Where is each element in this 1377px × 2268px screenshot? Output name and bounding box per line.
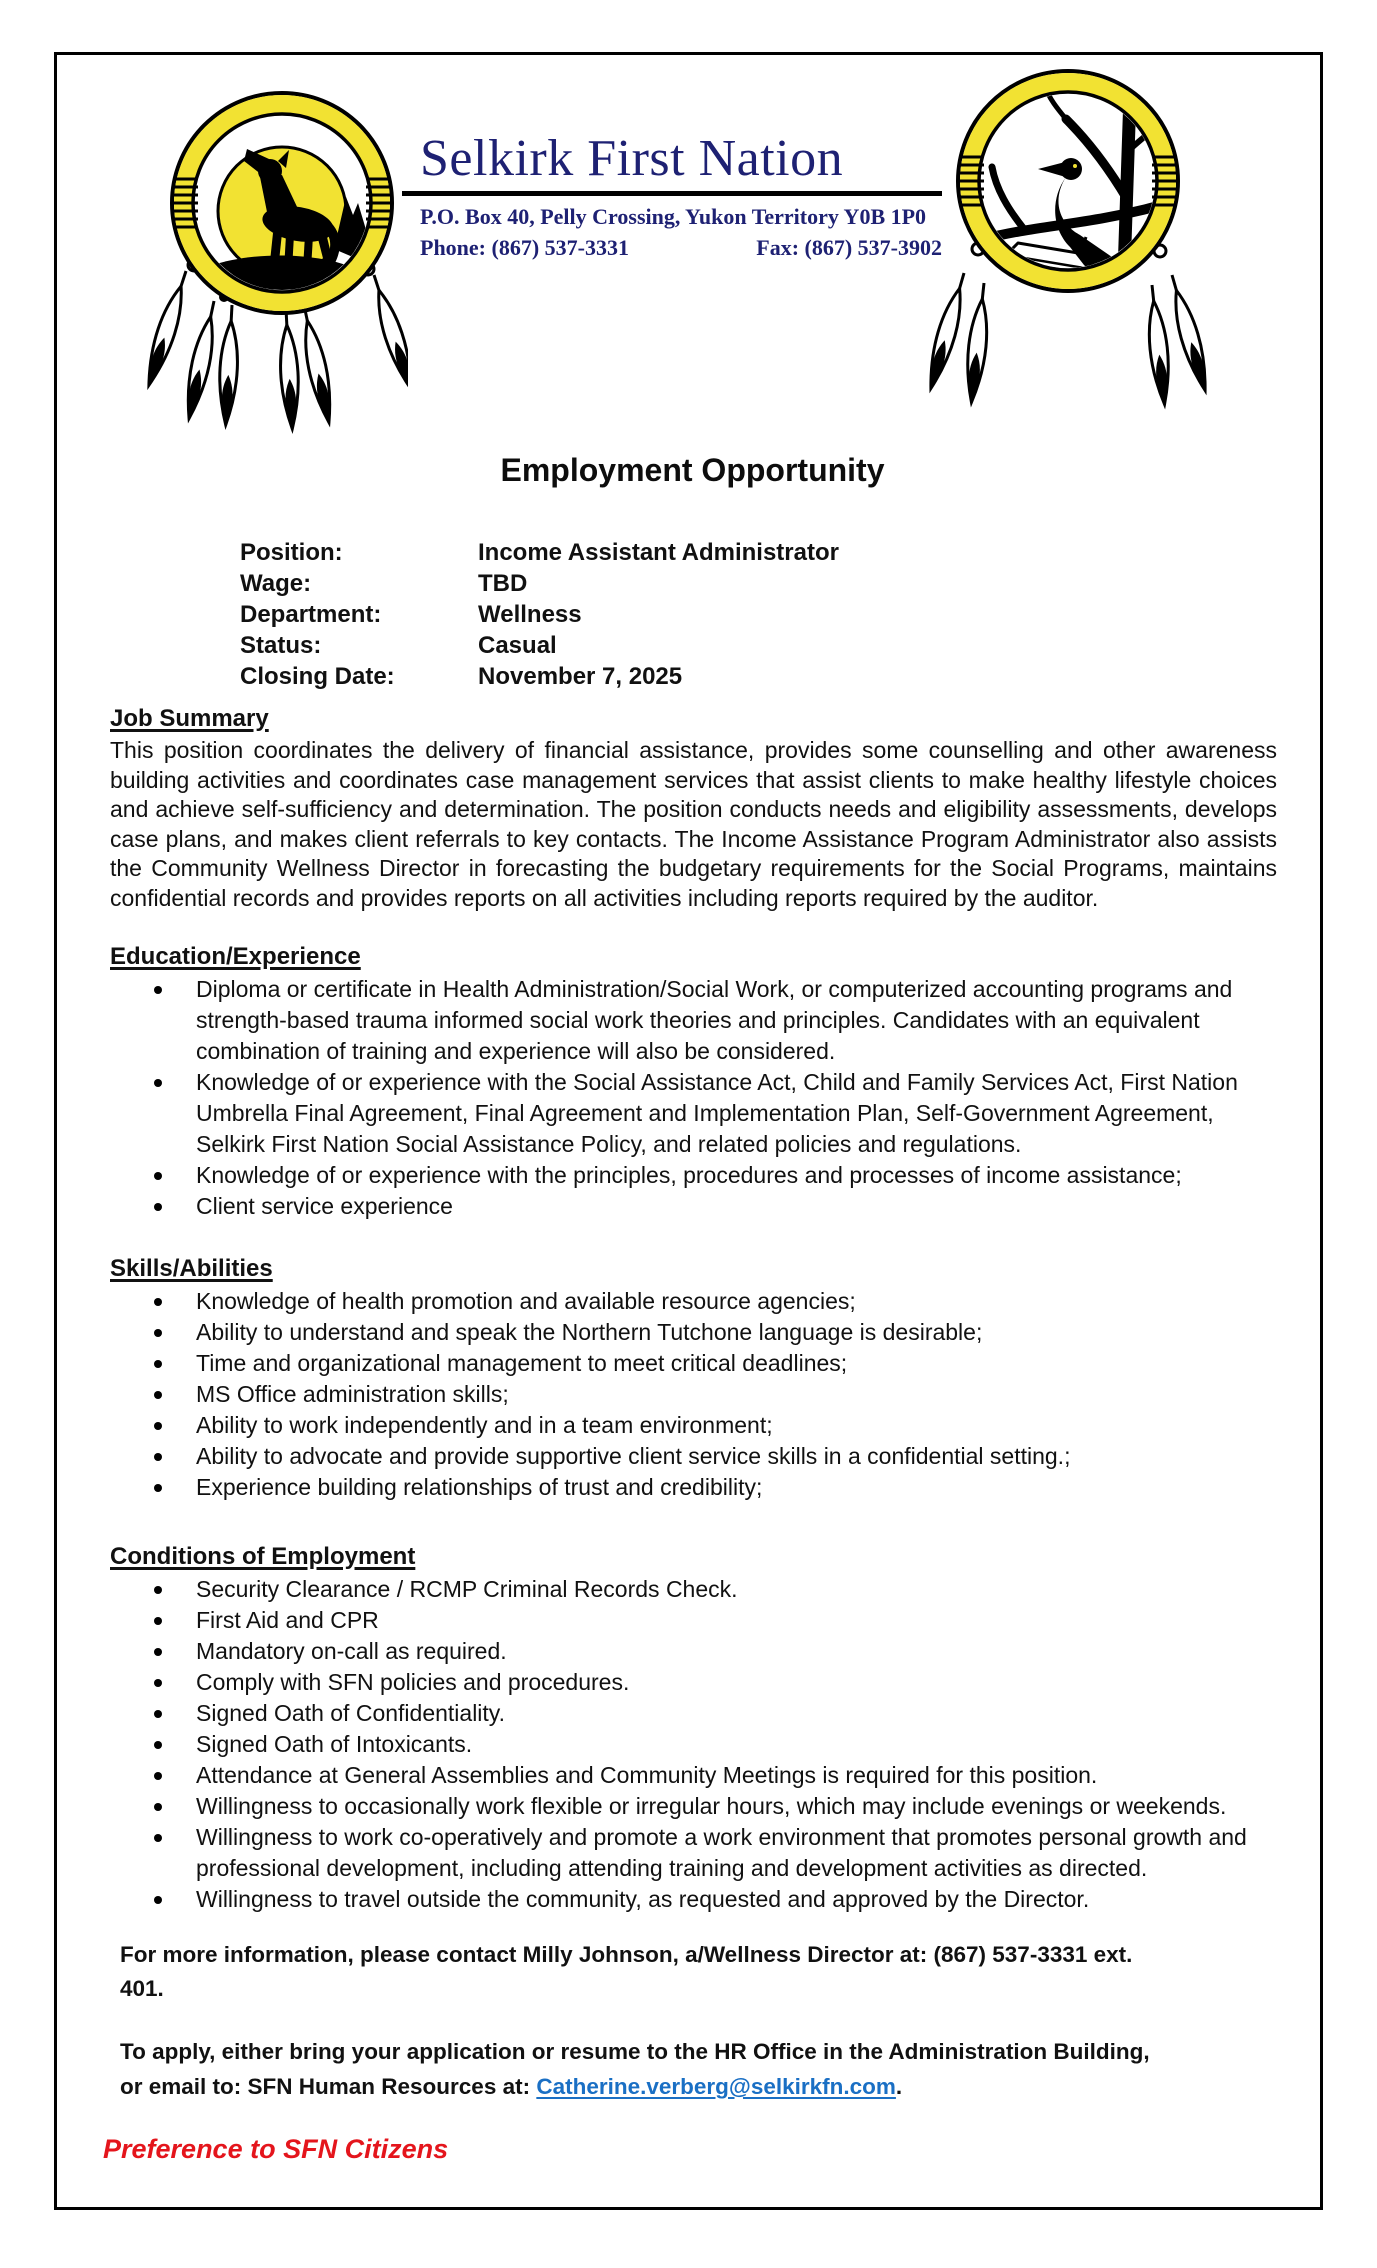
- bullet-item: First Aid and CPR: [110, 1605, 1277, 1636]
- org-fax: Fax: (867) 537-3902: [756, 235, 942, 260]
- org-address: P.O. Box 40, Pelly Crossing, Yukon Territory Y0B 1P0: [420, 204, 927, 229]
- detail-value: Casual: [478, 632, 557, 659]
- detail-value: TBD: [478, 570, 528, 597]
- detail-row: [240, 599, 839, 630]
- section-conditions-of-employment: [110, 1542, 1277, 1915]
- section-heading: Skills/Abilities: [110, 1255, 273, 1282]
- section-education-experience: [110, 942, 1277, 1222]
- bullet-item: Willingness to occasionally work flexible or irregular hours, which may include evenings or weekends.: [110, 1791, 1277, 1822]
- bullet-list: [110, 974, 1277, 1222]
- bullet-item: MS Office administration skills;: [110, 1379, 1277, 1410]
- org-phone: Phone: (867) 537-3331: [420, 235, 629, 260]
- section-heading: Job Summary: [110, 705, 269, 732]
- bullet-item: Knowledge of or experience with the Social Assistance Act, Child and Family Services Act, First Nation Umbrella Final Agreement, Final Agreement and Implementation Plan, Self-Government Agreement, Selkirk First Nation Social Assistance Policy, and related policies and regulations.: [110, 1067, 1277, 1160]
- contact-info: For more information, please contact Milly Johnson, a/Wellness Director at: (867) 537-3331 ext. 401.: [120, 1942, 1133, 2001]
- detail-label: Department:: [240, 601, 382, 628]
- section-paragraph: This position coordinates the delivery of financial assistance, provides some counselling and other awareness building activities and coordinates case management services that assist clients to make healthy lifestyle choices and achieve self-sufficiency and determination. The position conducts needs and eligibility assessments, develops case plans, and makes client referrals to key contacts. The Income Assistance Program Administrator also assists the Community Wellness Director in forecasting the budgetary requirements for the Social Programs, maintains confidential records and provides reports on all activities including reports required by the auditor.: [110, 737, 1277, 911]
- detail-row: [240, 568, 839, 599]
- section-skills-abilities: [110, 1254, 1277, 1503]
- apply-instructions: [120, 2034, 1165, 2104]
- section-heading: Conditions of Employment: [110, 1543, 416, 1570]
- detail-label: Status:: [240, 632, 322, 659]
- detail-value: November 7, 2025: [478, 663, 683, 690]
- bullet-item: Diploma or certificate in Health Administration/Social Work, or computerized accounting programs and strength-based trauma informed social work theories and principles. Candidates with an equivalent combination of training and experience will also be considered.: [110, 974, 1277, 1067]
- bullet-item: Signed Oath of Intoxicants.: [110, 1729, 1277, 1760]
- bullet-item: Experience building relationships of trust and credibility;: [110, 1472, 1277, 1503]
- bullet-item: Time and organizational management to meet critical deadlines;: [110, 1348, 1277, 1379]
- bullet-item: Ability to advocate and provide supportive client service skills in a confidential setting.;: [110, 1441, 1277, 1472]
- bullet-item: Security Clearance / RCMP Criminal Records Check.: [110, 1574, 1277, 1605]
- section-job-summary: [110, 704, 1277, 913]
- bullet-item: Knowledge of health promotion and available resource agencies;: [110, 1286, 1277, 1317]
- bullet-item: Comply with SFN policies and procedures.: [110, 1667, 1277, 1698]
- detail-row: [240, 630, 839, 661]
- position-details: [240, 537, 839, 692]
- bullet-item: Willingness to travel outside the community, as requested and approved by the Director.: [110, 1884, 1277, 1915]
- bullet-item: Mandatory on-call as required.: [110, 1636, 1277, 1667]
- detail-label: Closing Date:: [240, 663, 395, 690]
- detail-value: Income Assistant Administrator: [478, 539, 839, 566]
- masthead-rule: [402, 191, 942, 196]
- bullet-item: Attendance at General Assemblies and Community Meetings is required for this position.: [110, 1760, 1277, 1791]
- bullet-item: Ability to work independently and in a team environment;: [110, 1410, 1277, 1441]
- email-link[interactable]: Catherine.verberg@selkirkfn.com: [536, 2074, 896, 2099]
- org-name: Selkirk First Nation: [420, 130, 844, 187]
- preference-note: Preference to SFN Citizens: [103, 2134, 449, 2164]
- section-heading: Education/Experience: [110, 943, 361, 970]
- document-title: Employment Opportunity: [500, 452, 885, 488]
- apply-text-before: To apply, either bring your application or resume to the HR Office in the Administration Building, or email to: SFN Human Resources at:: [120, 2039, 1150, 2099]
- bullet-item: Knowledge of or experience with the principles, procedures and processes of income assistance;: [110, 1160, 1277, 1191]
- detail-value: Wellness: [478, 601, 582, 628]
- wolf-dreamcatcher-logo-icon: [98, 58, 408, 488]
- bullet-list: [110, 1574, 1277, 1915]
- bullet-item: Signed Oath of Confidentiality.: [110, 1698, 1277, 1729]
- detail-label: Position:: [240, 539, 343, 566]
- detail-row: [240, 537, 839, 568]
- raven-cabin-logo-icon: [928, 54, 1228, 484]
- bullet-item: Client service experience: [110, 1191, 1277, 1222]
- bullet-list: [110, 1286, 1277, 1503]
- org-phones: [402, 235, 942, 261]
- bullet-item: Ability to understand and speak the Northern Tutchone language is desirable;: [110, 1317, 1277, 1348]
- detail-row: [240, 661, 839, 692]
- bullet-item: Willingness to work co-operatively and promote a work environment that promotes personal growth and professional development, including attending training and development activities as directed.: [110, 1822, 1277, 1884]
- apply-text-after: .: [895, 2074, 903, 2099]
- detail-label: Wage:: [240, 570, 312, 597]
- masthead: [402, 132, 942, 261]
